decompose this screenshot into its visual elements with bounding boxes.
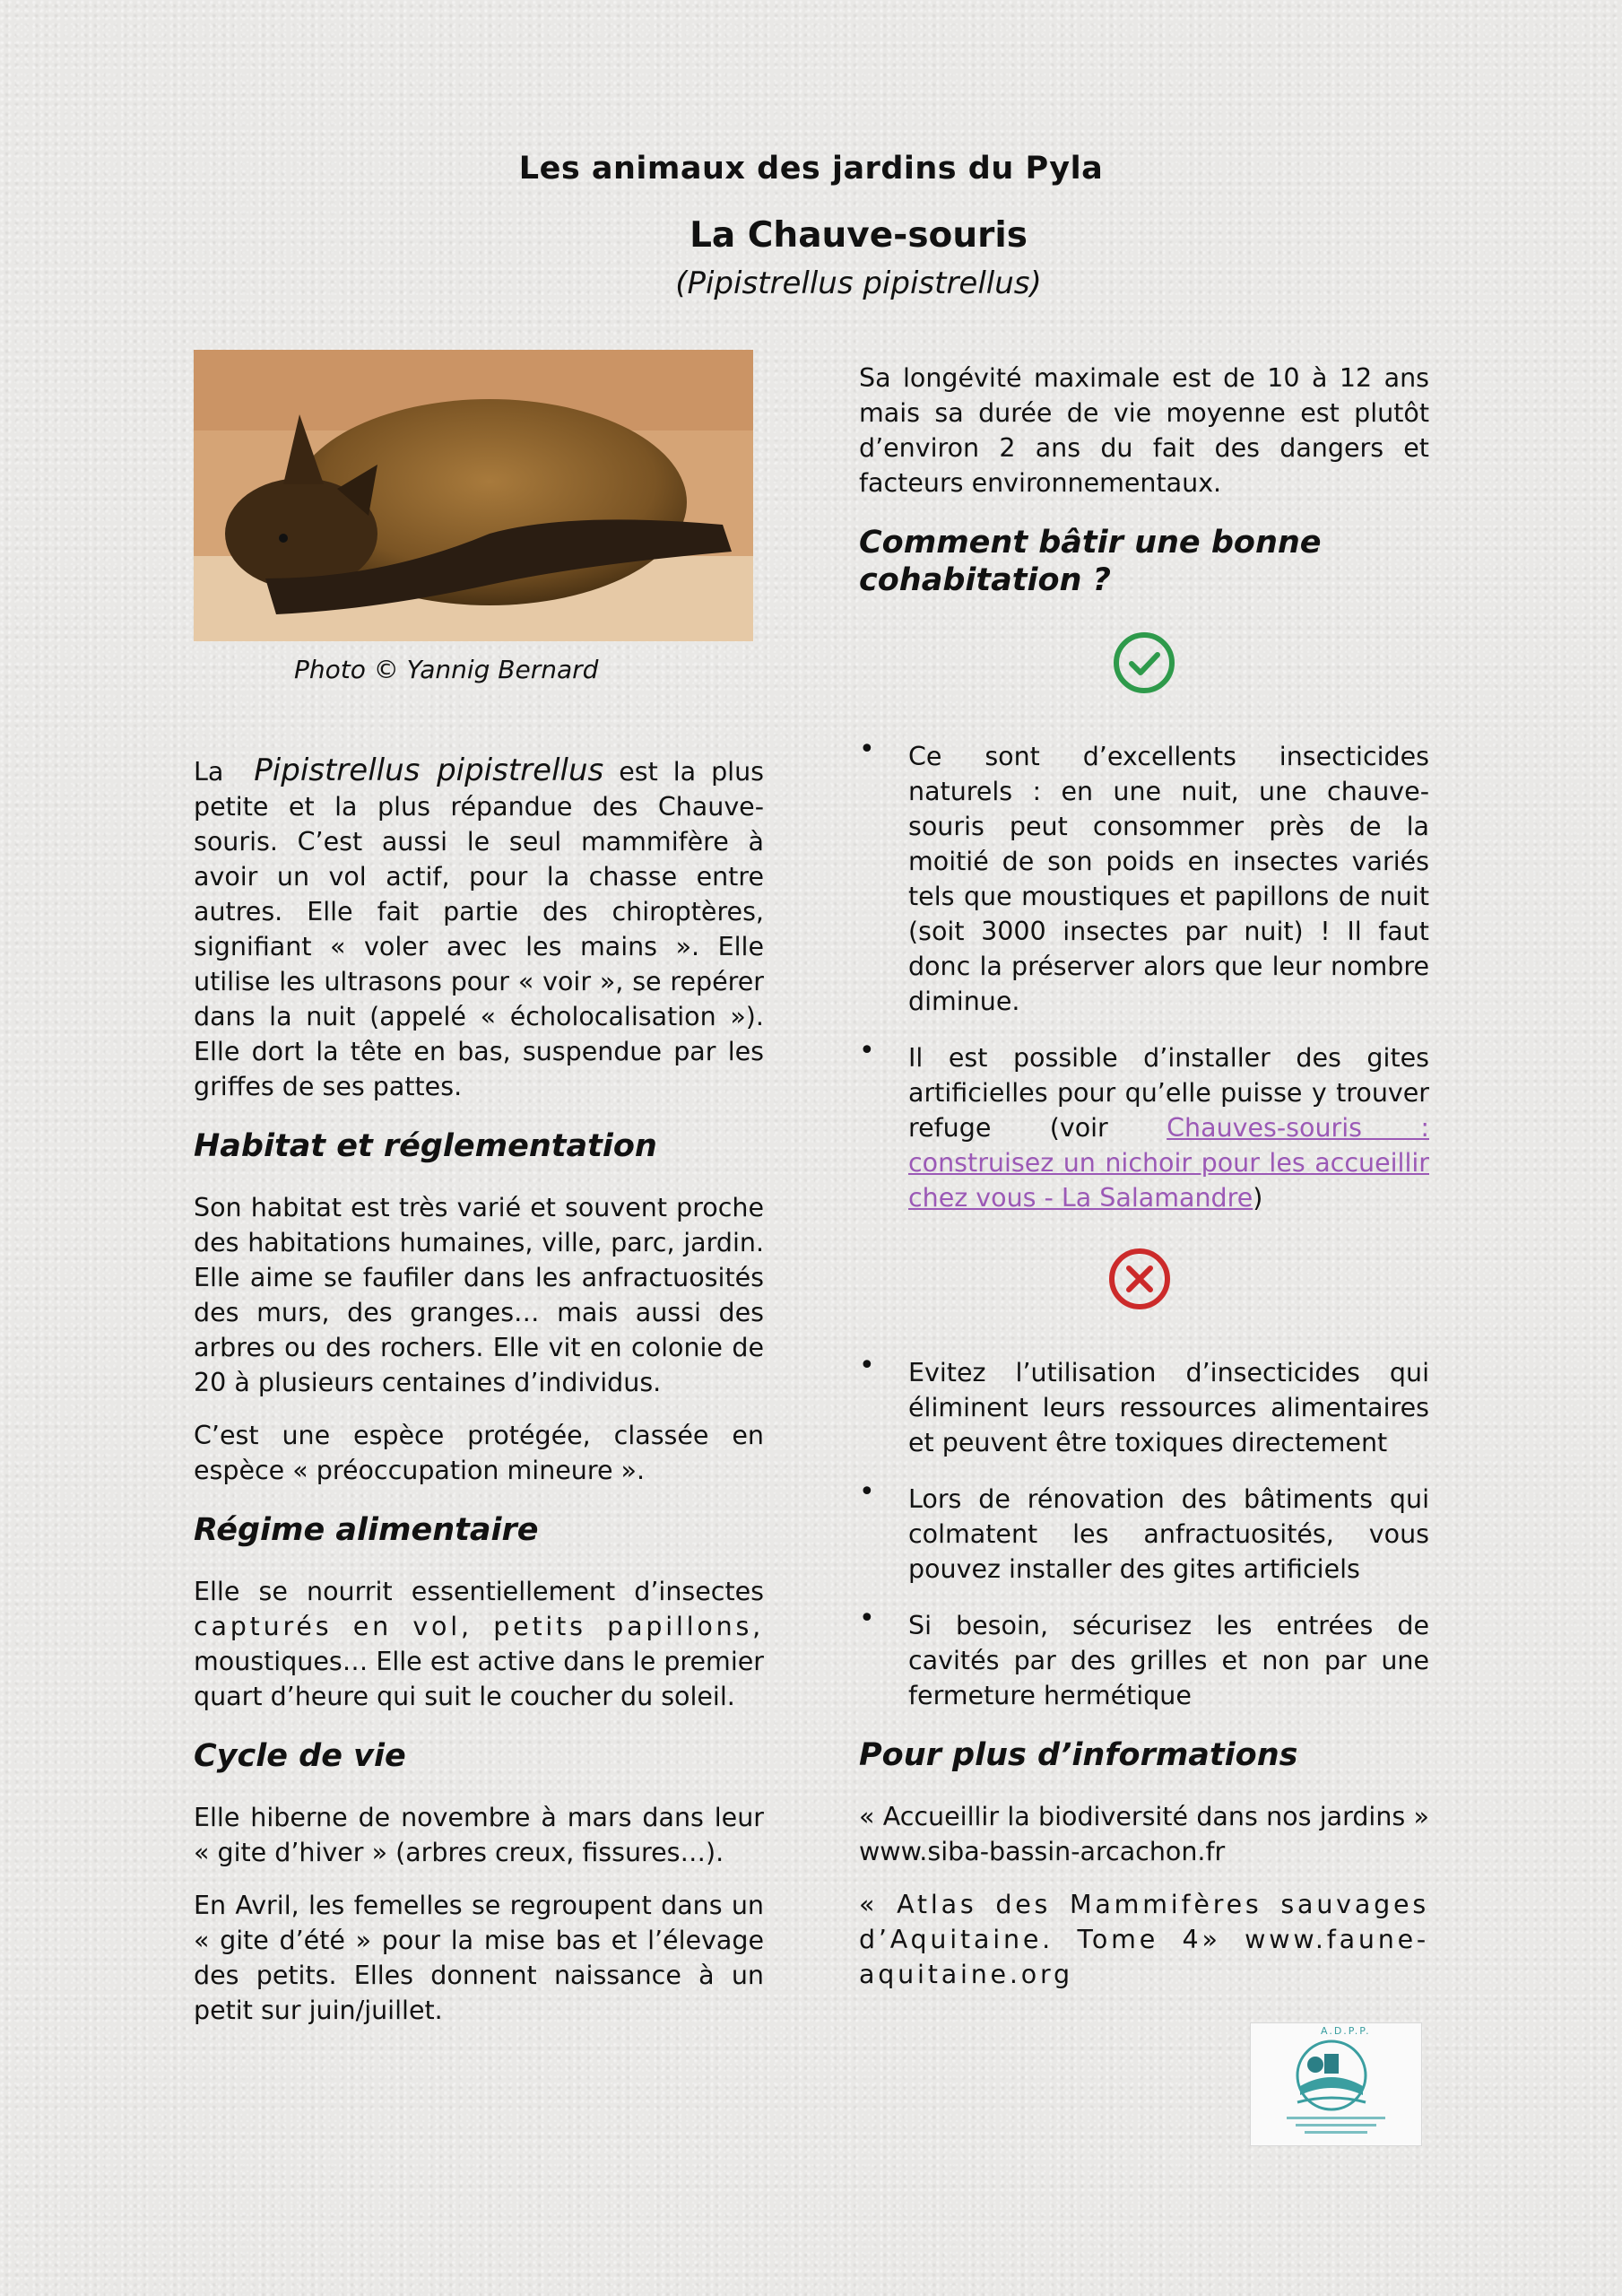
info-reference-2: « Atlas des Mammifères sauvages d’Aquitaine. Tome 4» www.faune-aquitaine.org bbox=[859, 1890, 1429, 1989]
photo-caption: Photo © Yannig Bernard bbox=[294, 655, 599, 684]
info-reference-1: « Accueillir la biodiversité dans nos jardins » www.siba-bassin-arcachon.fr bbox=[859, 1802, 1429, 1866]
cross-circle-icon bbox=[1108, 1248, 1171, 1310]
right-column bbox=[859, 361, 1429, 2010]
do-item-2: • Il est possible d’installer des gites artificielles pour qu’elle puisse y trouver refuge (voir Chauves-souris : construisez un nichoir pour les accueillir chez vous - La Salamandre) bbox=[859, 1040, 1429, 1215]
check-circle-icon bbox=[1113, 631, 1175, 694]
adpp-logo bbox=[1250, 2022, 1422, 2146]
intro-paragraph bbox=[194, 753, 764, 1104]
do-item-1: • Ce sont d’excellents insecticides naturels : en une nuit, une chauve-souris peut consommer près de la moitié de son poids en insectes variés tels que moustiques et papillons de nuit (soit 3000 insectes par nuit) ! Il faut donc la préserver alors que leur nombre diminue. bbox=[859, 739, 1429, 1019]
intro-prefix: La bbox=[194, 757, 224, 787]
dont-icon-row bbox=[859, 1248, 1429, 1310]
left-column bbox=[194, 350, 764, 2046]
diet-line-2: capturés en vol, petits papillons, bbox=[194, 1612, 764, 1641]
life-cycle-paragraph-2: En Avril, les femelles se regroupent dans un « gite d’été » pour la mise bas et l’élevage des petits. Elles donnent naissance à un petit sur juin/juillet. bbox=[194, 1891, 764, 2025]
species-latin-name: (Pipistrellus pipistrellus) bbox=[675, 265, 1042, 301]
life-cycle-heading: Cycle de vie bbox=[194, 1738, 406, 1774]
dont-list bbox=[859, 1355, 1429, 1713]
intro-text: est la plus petite et la plus répandue des Chauve-souris. C’est aussi le seul mammifère à avoir un vol actif, pour la chasse entre autres. Elle fait partie des chiroptères, signifiant « voler avec les mains ». Elle utilise les ultrasons pour « voir », se repérer dans la nuit (appelé « écholocalisation »). Elle dort la tête en bas, suspendue par les griffes de ses pattes. bbox=[194, 757, 764, 1101]
diet-line-3: moustiques… Elle est active dans le premier quart d’heure qui suit le coucher du soleil. bbox=[194, 1647, 764, 1711]
habitat-paragraph-2: C’est une espèce protégée, classée en espèce « préoccupation mineure ». bbox=[194, 1421, 764, 1485]
diet-heading: Régime alimentaire bbox=[194, 1512, 539, 1548]
intro-latin: Pipistrellus pipistrellus bbox=[254, 752, 604, 788]
species-name: La Chauve-souris bbox=[690, 215, 1028, 256]
document-title: Les animaux des jardins du Pyla bbox=[518, 151, 1104, 187]
diet-line-1: Elle se nourrit essentiellement d’insectes bbox=[194, 1577, 764, 1606]
habitat-heading: Habitat et réglementation bbox=[194, 1128, 657, 1164]
dont-item-2: • Lors de rénovation des bâtiments qui colmatent les anfractuosités, vous pouvez installer des gites artificiels bbox=[859, 1482, 1429, 1587]
bat-illustration bbox=[194, 350, 753, 641]
dont-item-3: • Si besoin, sécurisez les entrées de cavités par des grilles et non par une fermeture hermétique bbox=[859, 1608, 1429, 1713]
diet-paragraph bbox=[194, 1574, 764, 1714]
do-icon-row bbox=[859, 631, 1429, 694]
adpp-logo-graphic bbox=[1251, 2023, 1421, 2145]
life-cycle-paragraph-1: Elle hiberne de novembre à mars dans leur « gite d’hiver » (arbres creux, fissures…). bbox=[194, 1803, 764, 1867]
salamandre-link[interactable]: Chauves-souris : construisez un nichoir pour les accueillir chez vous - La Salamandre bbox=[908, 1113, 1429, 1213]
info-heading: Pour plus d’informations bbox=[859, 1737, 1298, 1773]
adpp-logo-text: A.D.P.P. bbox=[1321, 2025, 1371, 2037]
do-list bbox=[859, 739, 1429, 1215]
habitat-paragraph-1: Son habitat est très varié et souvent proche des habitations humaines, ville, parc, jardin. Elle aime se faufiler dans les anfractuosités des murs, des granges… mais aussi des arbres ou des rochers. Elle vit en colonie de 20 à plusieurs centaines d’individus. bbox=[194, 1193, 764, 1397]
bat-photo bbox=[194, 350, 753, 641]
dont-item-1: • Evitez l’utilisation d’insecticides qui éliminent leurs ressources alimentaires et peuvent être toxiques directement bbox=[859, 1355, 1429, 1460]
longevity-paragraph: Sa longévité maximale est de 10 à 12 ans mais sa durée de vie moyenne est plutôt d’environ 2 ans du fait des dangers et facteurs environnementaux. bbox=[859, 363, 1429, 498]
cohabitation-heading: Comment bâtir une bonne cohabitation ? bbox=[859, 525, 1322, 598]
